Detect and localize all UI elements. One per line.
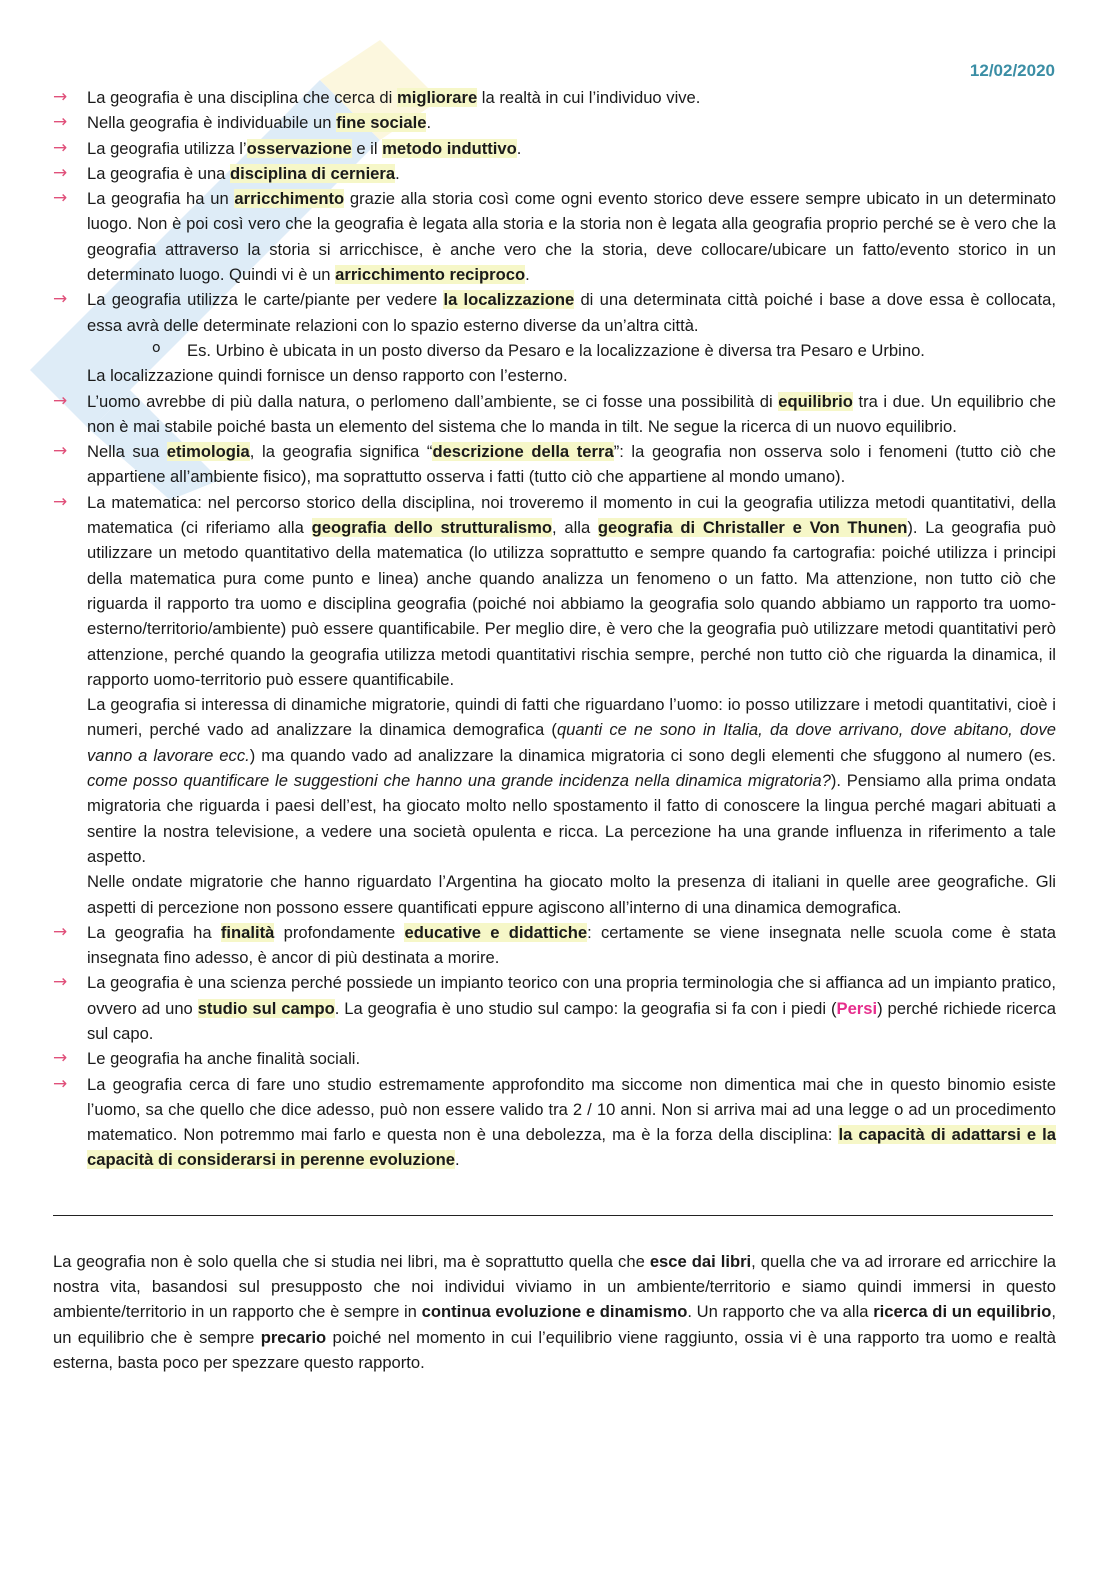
list-item: → La geografia è una disciplina di cerniera. bbox=[53, 161, 1056, 186]
list-item: → La geografia è una disciplina che cerca di migliorare la realtà in cui l’individuo vive. bbox=[53, 85, 1056, 110]
arrow-icon: → bbox=[53, 921, 68, 942]
list-item: → La matematica: nel percorso storico della disciplina, noi troveremo il momento in cui la geografia utilizza metodi quantitativi, della matematica (ci riferiamo alla geografia dello strutturalismo, alla geografia di Christaller e Von Thunen). La geografia può utilizzare un metodo quantitativo della matematica (lo utilizza soprattutto e sempre quando fa cartografia: poiché utilizza i principi della matematica pura come punto e linea) anche quando analizza un fenomeno o un fatto. Ma attenzione, non tutto ciò che riguarda il rapporto tra uomo e disciplina geografia (poiché noi abbiamo la geografia solo quando abbiamo un rapporto tra uomo-esterno/territorio/ambiente) può essere quantificabile. Per meglio dire, è vero che la geografia può utilizzare metodi quantitativi però attenzione, perché quando la geografia utilizza metodi quantitativi rischia sempre, perché non tutto ciò che riguarda la dinamica, il rapporto uomo-territorio può essere quantificabile. La geografia si interessa di dinamiche migratorie, quindi di fatti che riguardano l’uomo: io posso utilizzare i metodi quantitativi, cioè i numeri, perché vado ad analizzare la dinamica demografica (quanti ce ne sono in Italia, da dove arrivano, dove abitano, dove vanno a lavorare ecc.) ma quando vado ad analizzare la dinamica migratoria ci sono degli elementi che sfuggono al numero (es. come posso quantificare le suggestioni che hanno una grande incidenza nella dinamica migratoria?). Pensiamo alla prima ondata migratoria che riguarda i paesi dell’est, ha giocato molto nello spostamento il fatto di conoscere la lingua perché magari abituati a sentire la nostra televisione, a vedere una società opulenta e ricca. La percezione ha una grande influenza in riferimento a tale aspetto. Nelle ondate migratorie che hanno riguardato l’Argentina ha giocato molto la presenza di italiani in quelle aree geografiche. Gli aspetti di percezione non possono essere quantificati eppure agiscono all’interno di una dinamica demografica. bbox=[53, 491, 1057, 917]
list-item: → Nella geografia è individuabile un fine sociale. bbox=[53, 110, 1056, 135]
arrow-icon: → bbox=[53, 289, 68, 310]
bullet-icon: o bbox=[152, 339, 161, 356]
list-item: → Le geografia ha anche finalità sociali. bbox=[53, 1046, 1056, 1071]
list-item: → La geografia ha finalità profondamente educative e didattiche: certamente se viene insegnata nelle scuola come è stata insegnata fino adesso, è ancor di più destinata a morire. bbox=[53, 921, 1056, 968]
list-item: → La geografia ha un arricchimento grazie alla storia così come ogni evento storico deve essere sempre ubicato in un determinato luogo. Non è poi così vero che la geografia è legata alla storia e la storia non è legata alla geografia proprio perché se è vero che la geografia attraverso la storia si arricchisce, è anche vero che la storia, deve collocare/ubicare un fatto/evento storico in un determinato luogo. Quindi vi è un arricchimento reciproco. bbox=[53, 188, 1056, 285]
arrow-icon: → bbox=[53, 188, 68, 209]
notes-page bbox=[53, 85, 1056, 1375]
sub-list-item: o Es. Urbino è ubicata in un posto diverso da Pesaro e la localizzazione è diversa tra Pesaro e Urbino. bbox=[87, 338, 1056, 363]
arrow-icon: → bbox=[53, 972, 68, 993]
arrow-icon: → bbox=[53, 112, 68, 133]
arrow-icon: → bbox=[53, 491, 68, 512]
list-item: → Nella sua etimologia, la geografia significa “descrizione della terra”: la geografia non osserva solo i fenomeni (tutto ciò che appartiene all’ambiente fisico), ma soprattutto osserva i fatti (tutto ciò che appartiene al mondo umano). bbox=[53, 441, 1057, 487]
arrow-icon: → bbox=[53, 390, 68, 411]
list-item: → La geografia è una scienza perché possiede un impianto teorico con una propria terminologia che si affianca ad un impianto pratico, ovvero ad uno studio sul campo. La geografia è uno studio sul campo: la geografia si fa con i piedi (Persi) perché richiede ricerca sul capo. bbox=[53, 972, 1057, 1043]
list-item: → La geografia utilizza le carte/piante per vedere la localizzazione di una determinata città poiché i base a dove essa è collocata, essa avrà delle determinate relazioni con lo spazio esterno diverse da un’altra città. o Es. Urbino è ubicata in un posto diverso da Pesaro e la localizzazione è diversa tra Pesaro e Urbino. La localizzazione quindi fornisce un denso rapporto con l’esterno. bbox=[53, 289, 1056, 386]
arrow-icon: → bbox=[53, 1073, 68, 1094]
notes-list bbox=[53, 85, 1056, 1173]
arrow-icon: → bbox=[53, 1048, 68, 1069]
document-date: 12/02/2020 bbox=[969, 61, 1055, 80]
section-divider bbox=[53, 1215, 1053, 1216]
arrow-icon: → bbox=[53, 441, 68, 462]
arrow-icon: → bbox=[53, 137, 68, 158]
list-item: → La geografia utilizza l’osservazione e il metodo induttivo. bbox=[53, 136, 1056, 161]
arrow-icon: → bbox=[53, 87, 68, 107]
list-item: → L’uomo avrebbe di più dalla natura, o perlomeno dall’ambiente, se ci fosse una possibilità di equilibrio tra i due. Un equilibrio che non è mai stabile poiché basta un elemento del sistema che lo manda in tilt. Ne segue la ricerca di un nuovo equilibrio. bbox=[53, 390, 1056, 436]
arrow-icon: → bbox=[53, 162, 68, 183]
list-item: → La geografia cerca di fare uno studio estremamente approfondito ma siccome non dimentica mai che in questo binomio esiste l’uomo, sa che quello che dice adesso, può non essere valido tra 2 / 10 anni. Non si arriva mai ad una legge o ad un procedimento matematico. Non potremmo mai farlo e questa non è una debolezza, ma è la forza della disciplina: la capacità di adattarsi e la capacità di considerarsi in perenne evoluzione. bbox=[53, 1073, 1057, 1170]
closing-paragraph: La geografia non è solo quella che si studia nei libri, ma è soprattutto quella che esce dai libri, quella che va ad irrorare ed arricchire la nostra vita, basandosi sul presupposto che noi individui viviamo in un ambiente/territorio e siamo quindi immersi in questo ambiente/territorio in un rapporto che è sempre in continua evoluzione e dinamismo. Un rapporto che va alla ricerca di un equilibrio, un equilibrio che è sempre precario poiché nel momento in cui l’equilibrio viene raggiunto, ossia vi è una rapporto tra uomo e realtà esterna, basta poco per spezzare questo rapporto. bbox=[53, 1251, 1056, 1372]
